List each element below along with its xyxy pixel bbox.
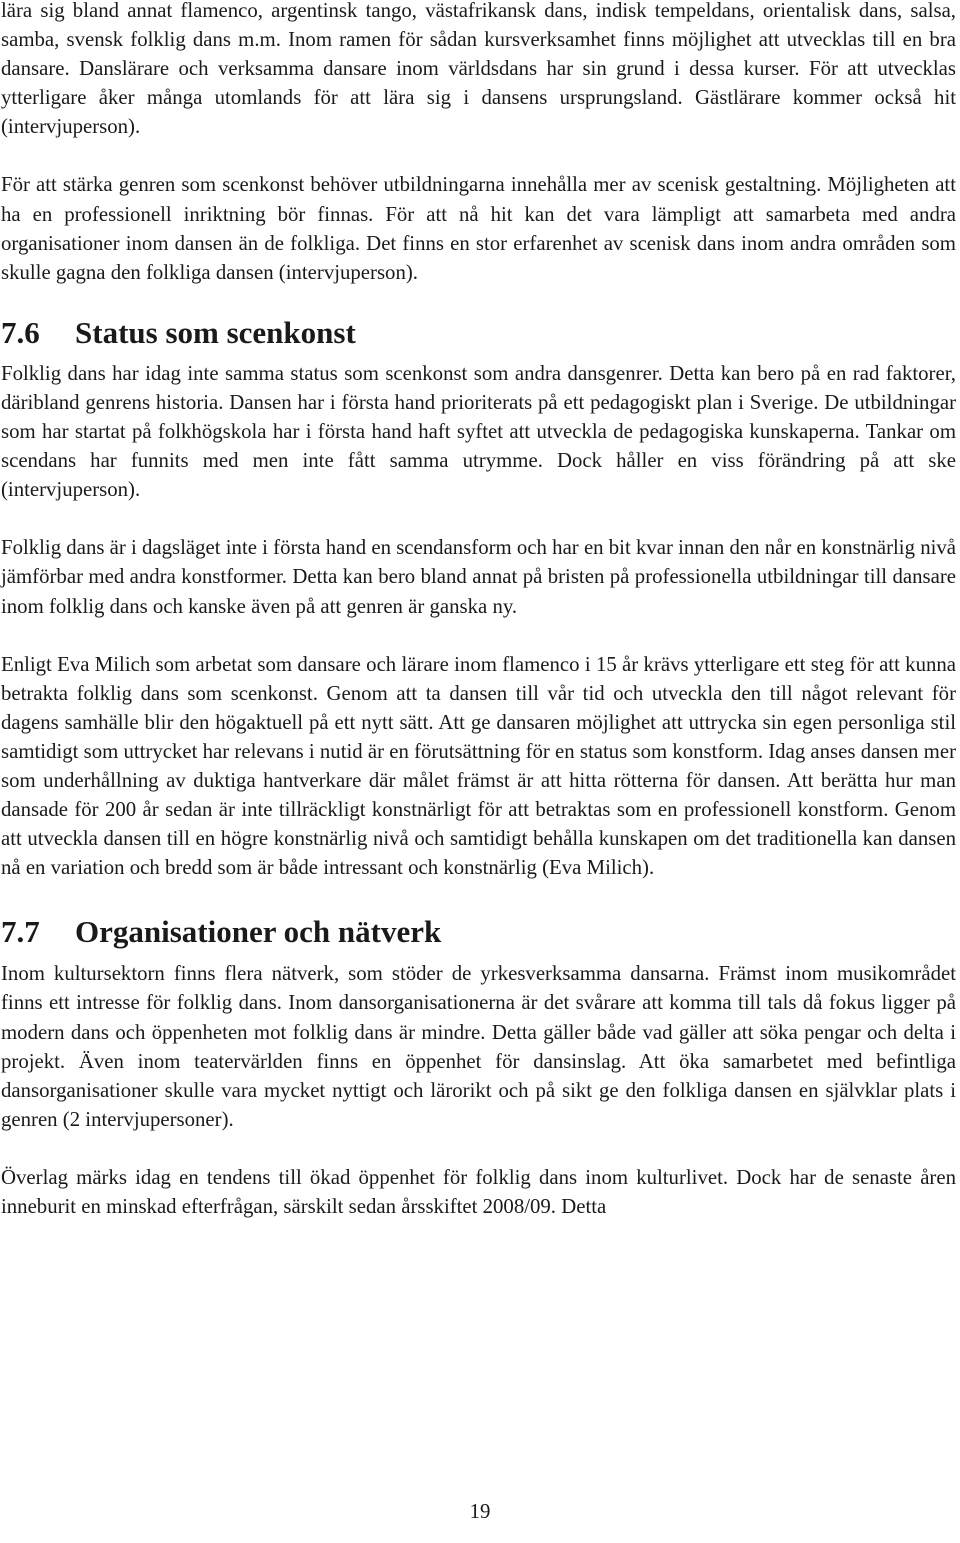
- section-heading-7-6: [1, 314, 956, 352]
- paragraph: För att stärka genren som scenkonst behöver utbildningarna innehålla mer av scenisk gestaltning. Möjligheten att ha en professionell inriktning bör finnas. För att nå hit kan det vara lämpligt att samarbeta med andra organisationer inom dansen än de folkliga. Det finns en stor erfarenhet av scenisk dans inom andra områden som skulle gagna den folkliga dansen (intervjuperson).: [1, 173, 956, 284]
- paragraph: Inom kultursektorn finns flera nätverk, som stöder de yrkesverksamma dansarna. Främst inom musikområdet finns ett intresse för folklig dans. Inom dansorganisationerna är det svårare att komma till tals då fokus ligger på modern dans och öppenheten mot folklig dans är mindre. Detta gäller både vad gäller att söka pengar och delta i projekt. Även inom teatervärlden finns en öppenhet för dansinslag. Att öka samarbetet med befintliga dansorganisationer skulle vara mycket nyttigt och lärorikt och på sikt ge den folkliga dansen en självklar plats i genren (2 intervjupersoner).: [1, 962, 956, 1131]
- paragraph: Folklig dans är i dagsläget inte i första hand en scendansform och har en bit kvar innan den når en konstnärlig nivå jämförbar med andra konstformer. Detta kan bero bland annat på bristen på professionella utbildningar till dansare inom folklig dans och kanske även på att genren är ganska ny.: [1, 536, 956, 618]
- page-content: [1, 0, 956, 1221]
- section-number: 7.6: [1, 314, 40, 350]
- section-title: Organisationer och nätverk: [75, 914, 442, 950]
- section-title: Status som scenkonst: [75, 314, 356, 350]
- section-heading-7-7: [1, 913, 956, 951]
- page-number: 19: [469, 1500, 491, 1523]
- section-number: 7.7: [1, 914, 40, 950]
- paragraph: Folklig dans har idag inte samma status som scenkonst som andra dansgenrer. Detta kan bero på en rad faktorer, däribland genrens historia. Dansen har i första hand prioriterats på ett pedagogiskt plan i Sverige. De utbildningar som har startat på folkhögskola har i första hand haft syftet att utveckla de pedagogiska kunskaperna. Tankar om scendans har funnits med men inte fått samma utrymme. Dock håller en viss förändring på att ske (intervjuperson).: [1, 361, 956, 502]
- paragraph: Överlag märks idag en tendens till ökad öppenhet för folklig dans inom kulturlivet. Dock har de senaste åren inneburit en minskad efterfrågan, särskilt sedan årsskiftet 2008/09. Detta: [1, 1165, 956, 1218]
- paragraph: lära sig bland annat flamenco, argentinsk tango, västafrikansk dans, indisk tempeldans, orientalisk dans, salsa, samba, svensk folklig dans m.m. Inom ramen för sådan kursverksamhet finns möjlighet att utvecklas till en bra dansare. Danslärare och verksamma dansare inom världsdans har sin grund i dessa kurser. För att utvecklas ytterligare åker många utomlands för att lära sig i dansens ursprungsland. Gästlärare kommer också hit (intervjuperson).: [1, 0, 956, 139]
- paragraph: Enligt Eva Milich som arbetat som dansare och lärare inom flamenco i 15 år krävs ytterligare ett steg för att kunna betrakta folklig dans som scenkonst. Genom att ta dansen till vår tid och utveckla den till något relevant för dagens samhälle blir den högaktuell på ett nytt sätt. Att ge dansaren möjlighet att uttrycka sin egen personliga stil samtidigt som uttrycket har relevans i nutid är en förutsättning för en status som konstform. Idag anses dansen mer som underhållning av duktiga hantverkare där målet främst är att hitta rötterna för dansen. Att berätta hur man dansade för 200 år sedan är inte tillräckligt konstnärligt för att betraktas som en professionell konstform. Genom att utveckla dansen till en högre konstnärlig nivå och samtidigt behålla kunskapen om det traditionella kan dansen nå en variation och bredd som är både intressant och konstnärlig (Eva Milich).: [1, 652, 956, 880]
